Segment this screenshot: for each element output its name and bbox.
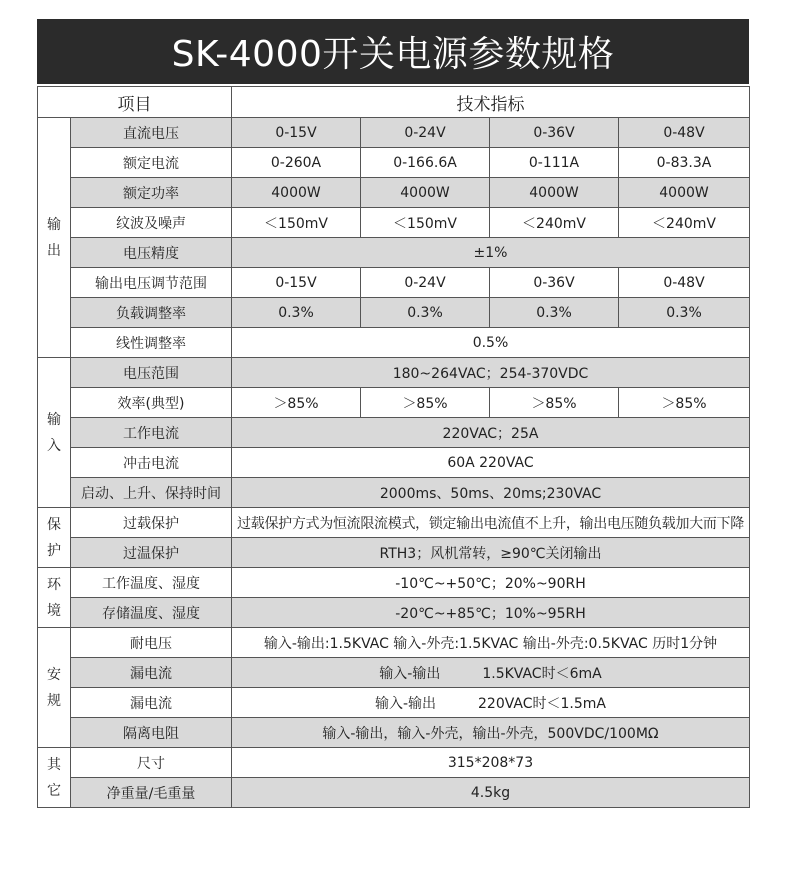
value-cell: 220VAC；25A xyxy=(232,418,750,448)
table-row xyxy=(38,508,750,538)
value-cell: ＜150mV xyxy=(232,208,361,238)
value-cell: 0.3% xyxy=(361,298,490,328)
param-label: 漏电流 xyxy=(71,688,232,718)
param-label: 直流电压 xyxy=(71,118,232,148)
value-cell: 180~264VAC；254-370VDC xyxy=(232,358,750,388)
value-cell: RTH3；风机常转，≥90℃关闭输出 xyxy=(232,538,750,568)
group-environment: 环 境 xyxy=(38,568,71,628)
group-output: 输 出 xyxy=(38,118,71,358)
value-cell: 过载保护方式为恒流限流模式，锁定输出电流值不上升，输出电压随负载加大而下降 xyxy=(232,508,750,538)
param-label: 过载保护 xyxy=(71,508,232,538)
group-input: 输 入 xyxy=(38,358,71,508)
value-cell: 4000W xyxy=(232,178,361,208)
param-label: 线性调整率 xyxy=(71,328,232,358)
param-label: 存储温度、湿度 xyxy=(71,598,232,628)
group-safety: 安 规 xyxy=(38,628,71,748)
value-cell: 0-24V xyxy=(361,118,490,148)
value-cell: ＞85% xyxy=(619,388,750,418)
value-cell: 4000W xyxy=(619,178,750,208)
param-label: 启动、上升、保持时间 xyxy=(71,478,232,508)
page-title: SK-4000开关电源参数规格 xyxy=(37,19,749,84)
value-cell: 0-166.6A xyxy=(361,148,490,178)
table-row xyxy=(38,658,750,688)
param-label: 工作温度、湿度 xyxy=(71,568,232,598)
param-label: 额定电流 xyxy=(71,148,232,178)
value-cell: 0-15V xyxy=(232,118,361,148)
param-label: 工作电流 xyxy=(71,418,232,448)
table-row xyxy=(38,328,750,358)
table-row xyxy=(38,688,750,718)
table-row xyxy=(38,538,750,568)
value-cell: ＞85% xyxy=(361,388,490,418)
param-label: 漏电流 xyxy=(71,658,232,688)
value-cell: ＜150mV xyxy=(361,208,490,238)
spec-table xyxy=(37,86,750,808)
value-cell: 输入-输出 220VAC时＜1.5mA xyxy=(232,688,750,718)
value-cell: -20℃~+85℃；10%~95RH xyxy=(232,598,750,628)
value-cell: 0.5% xyxy=(232,328,750,358)
table-row xyxy=(38,598,750,628)
table-row xyxy=(38,478,750,508)
table-row xyxy=(38,448,750,478)
value-cell: 输入-输出:1.5KVAC 输入-外壳:1.5KVAC 输出-外壳:0.5KVAC 历时1分钟 xyxy=(232,628,750,658)
table-row xyxy=(38,148,750,178)
header-spec: 技术指标 xyxy=(232,87,750,118)
value-cell: 4000W xyxy=(490,178,619,208)
param-label: 额定功率 xyxy=(71,178,232,208)
value-cell: 0.3% xyxy=(490,298,619,328)
table-row xyxy=(38,358,750,388)
value-cell: 0.3% xyxy=(232,298,361,328)
table-row xyxy=(38,118,750,148)
param-label: 负载调整率 xyxy=(71,298,232,328)
param-label: 输出电压调节范围 xyxy=(71,268,232,298)
table-row xyxy=(38,298,750,328)
table-row xyxy=(38,718,750,748)
value-cell: 0-36V xyxy=(490,118,619,148)
value-cell: ＞85% xyxy=(490,388,619,418)
value-cell: 0-83.3A xyxy=(619,148,750,178)
value-cell: ±1% xyxy=(232,238,750,268)
table-row xyxy=(38,748,750,778)
value-cell: 4.5kg xyxy=(232,778,750,808)
table-row xyxy=(38,268,750,298)
group-other: 其 它 xyxy=(38,748,71,808)
param-label: 过温保护 xyxy=(71,538,232,568)
value-cell: 0.3% xyxy=(619,298,750,328)
value-cell: 0-260A xyxy=(232,148,361,178)
table-row xyxy=(38,388,750,418)
param-label: 尺寸 xyxy=(71,748,232,778)
value-cell: 0-111A xyxy=(490,148,619,178)
value-cell: ＜240mV xyxy=(619,208,750,238)
table-row xyxy=(38,568,750,598)
value-cell: 4000W xyxy=(361,178,490,208)
param-label: 耐电压 xyxy=(71,628,232,658)
param-label: 隔离电阻 xyxy=(71,718,232,748)
table-row xyxy=(38,778,750,808)
table-row xyxy=(38,178,750,208)
param-label: 纹波及噪声 xyxy=(71,208,232,238)
header-item: 项目 xyxy=(38,87,232,118)
value-cell: 0-48V xyxy=(619,118,750,148)
param-label: 冲击电流 xyxy=(71,448,232,478)
param-label: 电压范围 xyxy=(71,358,232,388)
table-header-row xyxy=(38,87,750,118)
value-cell: 0-36V xyxy=(490,268,619,298)
table-row xyxy=(38,418,750,448)
value-cell: 0-48V xyxy=(619,268,750,298)
value-cell: -10℃~+50℃；20%~90RH xyxy=(232,568,750,598)
value-cell: 输入-输出，输入-外壳，输出-外壳，500VDC/100MΩ xyxy=(232,718,750,748)
table-row xyxy=(38,238,750,268)
param-label: 净重量/毛重量 xyxy=(71,778,232,808)
value-cell: 0-15V xyxy=(232,268,361,298)
value-cell: ＞85% xyxy=(232,388,361,418)
param-label: 电压精度 xyxy=(71,238,232,268)
value-cell: 0-24V xyxy=(361,268,490,298)
value-cell: 60A 220VAC xyxy=(232,448,750,478)
table-row xyxy=(38,208,750,238)
value-cell: 315*208*73 xyxy=(232,748,750,778)
param-label: 效率(典型) xyxy=(71,388,232,418)
value-cell: 2000ms、50ms、20ms;230VAC xyxy=(232,478,750,508)
group-protection: 保 护 xyxy=(38,508,71,568)
value-cell: 输入-输出 1.5KVAC时＜6mA xyxy=(232,658,750,688)
table-row xyxy=(38,628,750,658)
value-cell: ＜240mV xyxy=(490,208,619,238)
